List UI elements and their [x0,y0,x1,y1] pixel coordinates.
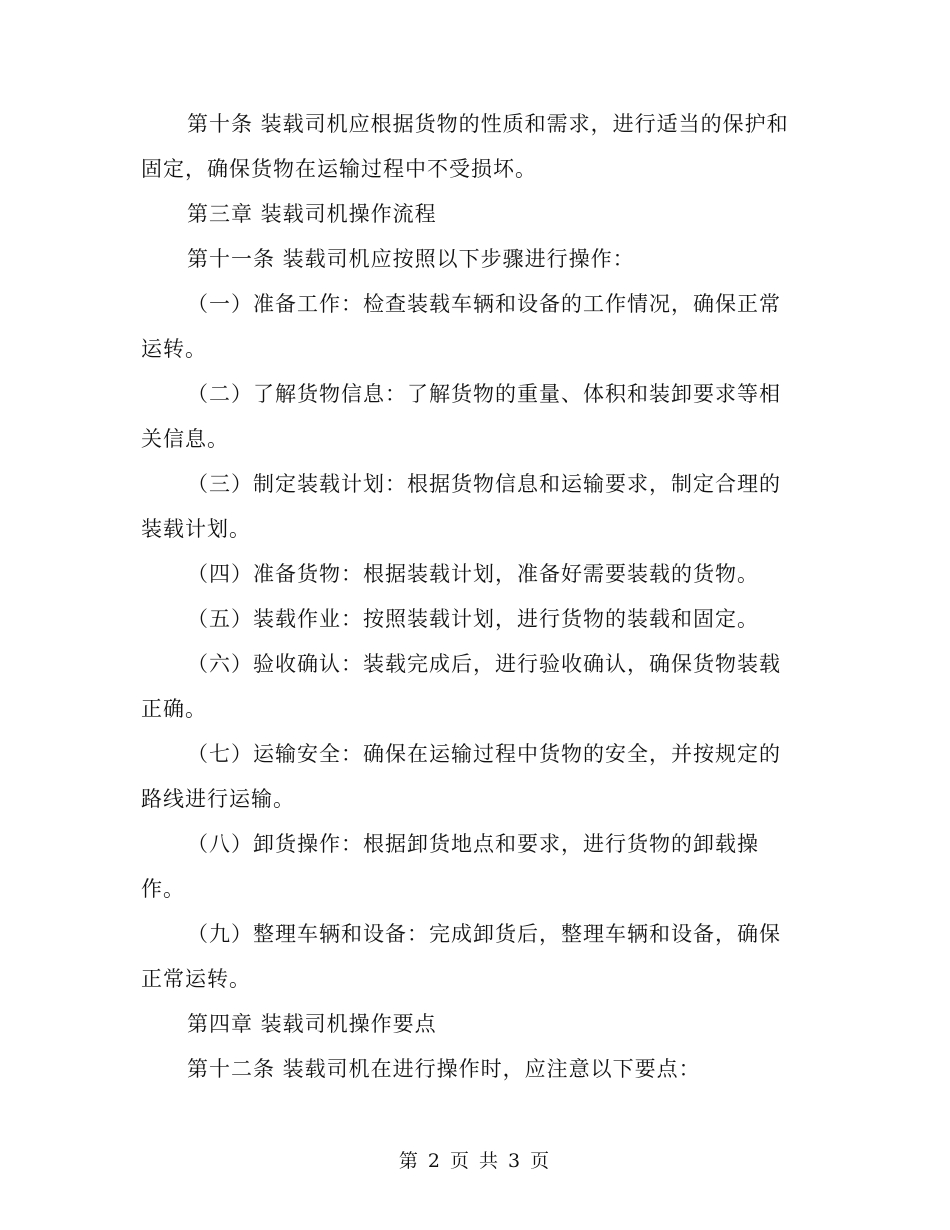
step-1-paragraph: （一）准备工作：检查装载车辆和设备的工作情况，确保正常运转。 [141,292,781,361]
article-11-paragraph: 第十一条 装载司机应按照以下步骤进行操作： [187,247,635,271]
step-6-paragraph: （六）验收确认：装载完成后，进行验收确认，确保货物装载正确。 [141,652,781,721]
step-8-paragraph: （八）卸货操作：根据卸货地点和要求，进行货物的卸载操作。 [141,832,759,901]
step-5-paragraph: （五）装载作业：按照装载计划，进行货物的装载和固定。 [187,607,759,631]
article-12-paragraph: 第十二条 装载司机在进行操作时，应注意以下要点： [187,1057,701,1081]
step-9-paragraph: （九）整理车辆和设备：完成卸货后，整理车辆和设备，确保正常运转。 [141,922,781,991]
step-4-paragraph: （四）准备货物：根据装载计划，准备好需要装载的货物。 [187,562,759,586]
page-number-footer: 第 2 页 共 3 页 [398,1150,552,1172]
chapter-4-heading: 第四章 装载司机操作要点 [187,1012,437,1036]
step-7-paragraph: （七）运输安全：确保在运输过程中货物的安全，并按规定的路线进行运输。 [141,742,781,811]
chapter-3-heading: 第三章 装载司机操作流程 [187,202,437,226]
article-10-paragraph: 第十条 装载司机应根据货物的性质和需求，进行适当的保护和固定，确保货物在运输过程中不受损坏。 [141,112,789,181]
step-2-paragraph: （二）了解货物信息：了解货物的重量、体积和装卸要求等相关信息。 [141,382,781,451]
step-3-paragraph: （三）制定装载计划：根据货物信息和运输要求，制定合理的装载计划。 [141,472,781,541]
document-body [141,102,801,1092]
